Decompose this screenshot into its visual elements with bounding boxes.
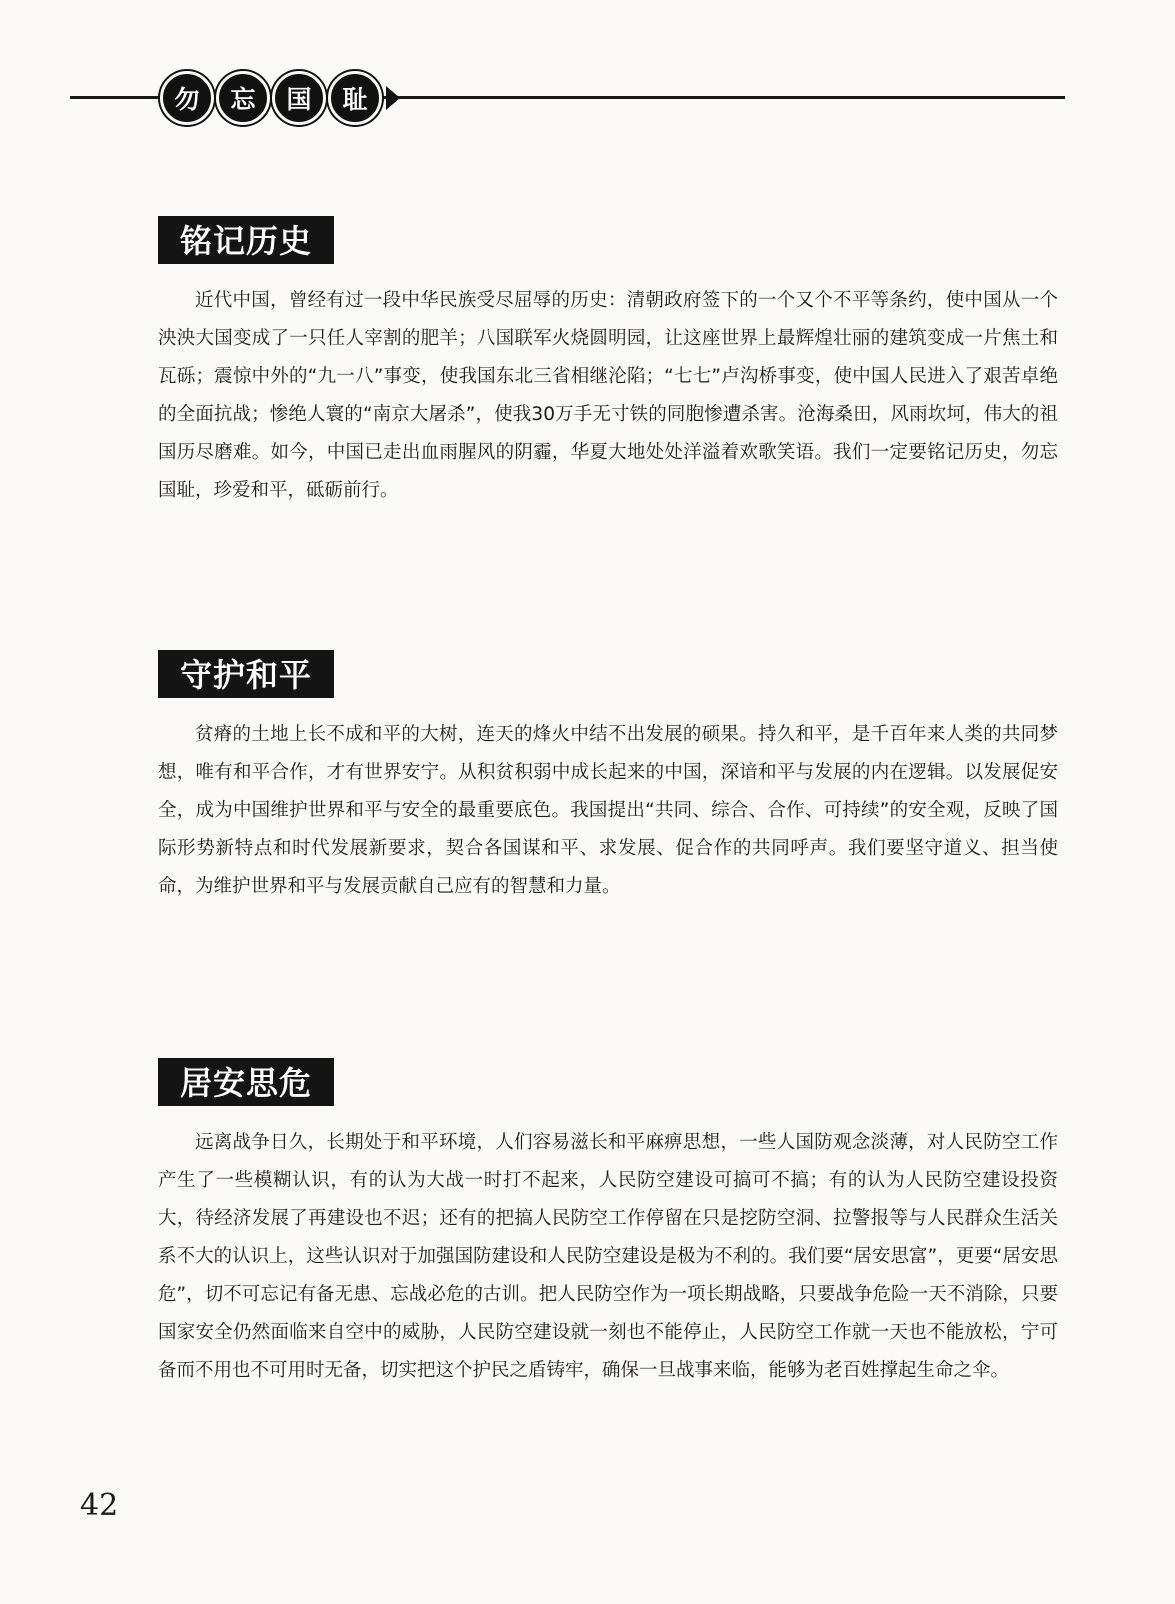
section-body: 贫瘠的土地上长不成和平的大树，连天的烽火中结不出发展的硕果。持久和平，是千百年来人类的共同梦想，唯有和平合作，才有世界安宁。从积贫积弱中成长起来的中国，深谙和平与发展的内在逻辑。以发展促安全，成为中国维护世界和平与安全的最重要底色。我国提出“共同、综合、合作、可持续”的安全观，反映了国际形势新特点和时代发展新要求，契合各国谋和平、求发展、促合作的共同呼声。我们要坚守道义、担当使命，为维护世界和平与发展贡献自己应有的智慧和力量。 [158,724,1058,897]
header-badges [160,72,400,124]
section-guard-peace [158,650,1058,906]
header-badge: 国 [272,71,326,125]
section-title: 居安思危 [158,1058,334,1106]
header-badge: 耻 [328,71,382,125]
section-body: 近代中国，曾经有过一段中华民族受尽屈辱的历史：清朝政府签下的一个又个不平等条约，使中国从一个泱泱大国变成了一只任人宰割的肥羊；八国联军火烧圆明园，让这座世界上最辉煌壮丽的建筑变成一片焦土和瓦砾；震惊中外的“九一八”事变，使我国东北三省相继沦陷；“七七”卢沟桥事变，使中国人民进入了艰苦卓绝的全面抗战；惨绝人寰的“南京大屠杀”，使我30万手无寸铁的同胞惨遭杀害。沧海桑田，风雨坎坷，伟大的祖国历尽磨难。如今，中国已走出血雨腥风的阴霾，华夏大地处处洋溢着欢歌笑语。我们一定要铭记历史，勿忘国耻，珍爱和平，砥砺前行。 [158,290,1058,501]
header-badge: 勿 [160,71,214,125]
section-body: 远离战争日久，长期处于和平环境，人们容易滋长和平麻痹思想，一些人国防观念淡薄，对人民防空工作产生了一些模糊认识，有的认为大战一时打不起来，人民防空建设可搞可不搞；有的认为人民防空建设投资大，待经济发展了再建设也不迟；还有的把搞人民防空工作停留在只是挖防空洞、拉警报等与人民群众生活关系不大的认识上，这些认识对于加强国防建设和人民防空建设是极为不利的。我们要“居安思富”，更要“居安思危”，切不可忘记有备无患、忘战必危的古训。把人民防空作为一项长期战略，只要战争危险一天不消除，只要国家安全仍然面临来自空中的威胁，人民防空建设就一刻也不能停止，人民防空工作就一天也不能放松，宁可备而不用也不可用时无备，切实把这个护民之盾铸牢，确保一旦战事来临，能够为老百姓撑起生命之伞。 [158,1132,1058,1381]
section-title: 铭记历史 [158,216,334,264]
section-remember-history [158,216,1058,510]
header-badge: 忘 [216,71,270,125]
page-number: 42 [80,1488,119,1523]
header-arrow-icon [386,86,400,110]
section-title: 守护和平 [158,650,334,698]
section-prepare-danger [158,1058,1058,1390]
